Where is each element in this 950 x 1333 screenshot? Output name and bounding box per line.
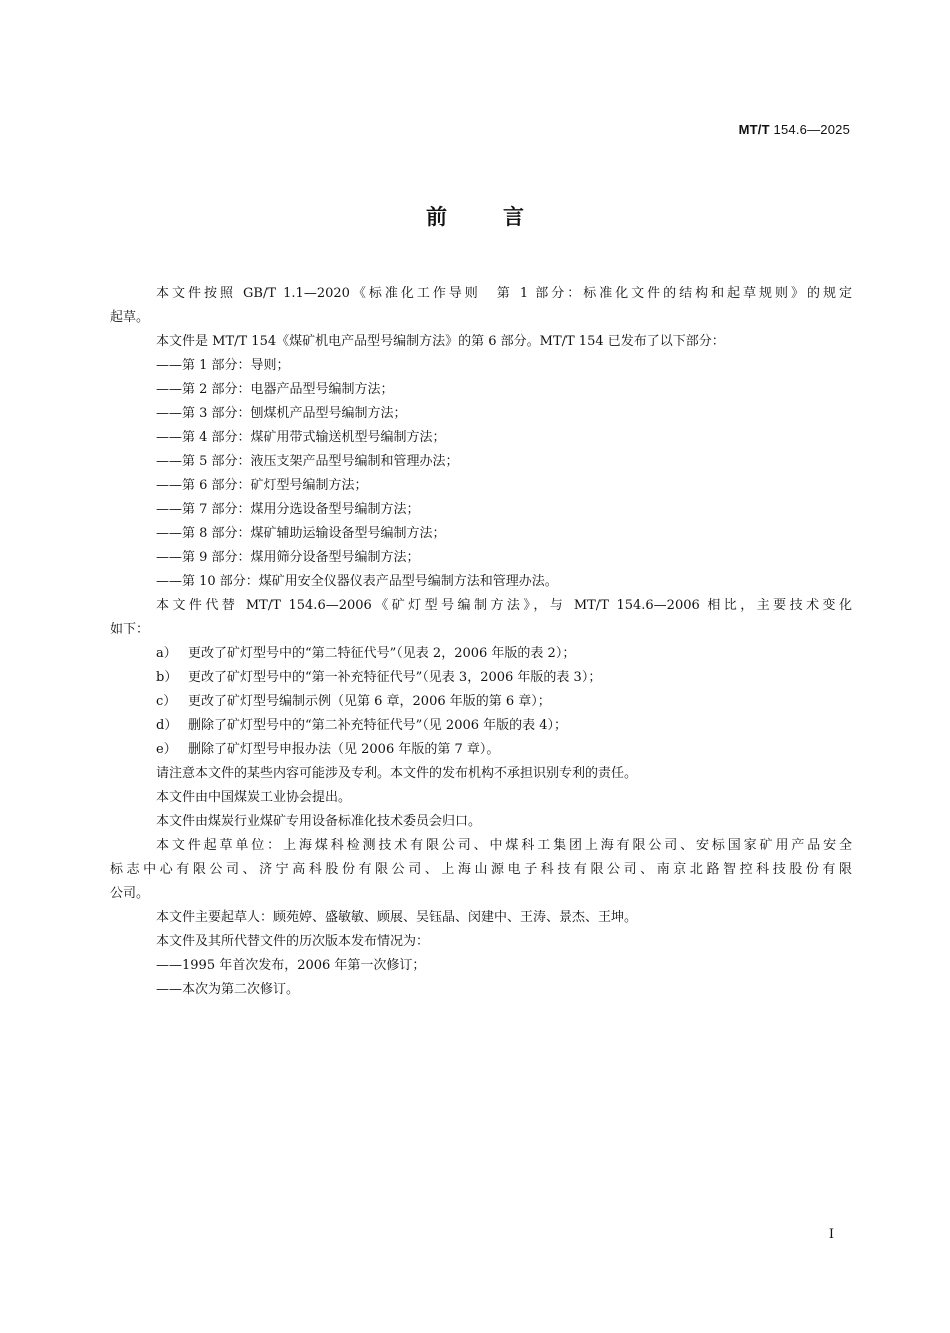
paragraph-line: 本文件起草单位：上海煤科检测技术有限公司、中煤科工集团上海有限公司、安标国家矿用产品安全: [156, 838, 852, 853]
part-list-item: ——第 2 部分：电器产品型号编制方法；: [156, 382, 394, 397]
paragraph-line: 本文件由煤炭行业煤矿专用设备标准化技术委员会归口。: [156, 814, 482, 829]
paragraph-line: 本文件是 MT/T 154《煤矿机电产品型号编制方法》的第 6 部分。MT/T 154 已发布了以下部分：: [156, 334, 725, 349]
part-list-item: ——第 5 部分：液压支架产品型号编制和管理办法；: [156, 454, 459, 469]
change-list-item: [110, 714, 852, 738]
change-label: a）: [156, 646, 177, 661]
change-list-item: [110, 642, 852, 666]
page-title: 前言: [426, 205, 580, 229]
change-list-item: [110, 666, 852, 690]
paragraph-line: 如下：: [110, 622, 150, 637]
part-list-item: ——第 1 部分：导则；: [156, 358, 290, 373]
part-list-item: ——第 3 部分：刨煤机产品型号编制方法；: [156, 406, 407, 421]
change-list-item: [110, 738, 852, 762]
paragraph-line: 本文件代替 MT/T 154.6—2006《矿灯型号编制方法》，与 MT/T 154.6—2006 相比，主要技术变化: [156, 598, 852, 613]
part-list-item: ——第 10 部分：煤矿用安全仪器仪表产品型号编制方法和管理办法。: [156, 574, 558, 589]
change-text: 删除了矿灯型号申报办法（见 2006 年版的第 7 章）。: [188, 742, 500, 757]
document-code: [739, 122, 850, 137]
part-list-item: ——第 8 部分：煤矿辅助运输设备型号编制方法；: [156, 526, 446, 541]
history-list-item: ——本次为第二次修订。: [156, 982, 300, 997]
page-number: I: [828, 1227, 834, 1242]
history-list-item: ——1995 年首次发布，2006 年第一次修订；: [156, 958, 426, 973]
document-code-prefix: MT/T: [738, 122, 770, 137]
paragraph-line: 本文件由中国煤炭工业协会提出。: [156, 790, 352, 805]
paragraph-line: 本文件按照 GB/T 1.1—2020《标准化工作导则 第 1 部分：标准化文件的结构和起草规则》的规定: [156, 286, 852, 301]
change-list-item: [110, 690, 852, 714]
part-list-item: ——第 9 部分：煤用筛分设备型号编制方法；: [156, 550, 420, 565]
foreword-body: [110, 282, 852, 1002]
change-label: c）: [156, 694, 177, 709]
change-text: 更改了矿灯型号中的“第二特征代号”（见表 2，2006 年版的表 2）；: [188, 646, 576, 661]
paragraph-line: 本文件及其所代替文件的历次版本发布情况为：: [156, 934, 430, 949]
paragraph-line: 公司。: [110, 886, 150, 901]
paragraph-line: 起草。: [110, 310, 150, 325]
change-label: d）: [156, 718, 178, 733]
paragraph-line: 本文件主要起草人：顾苑婷、盛敏敏、顾展、吴钰晶、闵建中、王涛、景杰、王坤。: [156, 910, 638, 925]
paragraph-line: 标志中心有限公司、济宁高科股份有限公司、上海山源电子科技有限公司、南京北路智控科技股份有限: [110, 862, 852, 877]
paragraph-line: 请注意本文件的某些内容可能涉及专利。本文件的发布机构不承担识别专利的责任。: [156, 766, 638, 781]
change-label: b）: [156, 670, 178, 685]
part-list-item: ——第 6 部分：矿灯型号编制方法；: [156, 478, 368, 493]
change-label: e）: [156, 742, 177, 757]
part-list-item: ——第 4 部分：煤矿用带式输送机型号编制方法；: [156, 430, 446, 445]
part-list-item: ——第 7 部分：煤用分选设备型号编制方法；: [156, 502, 420, 517]
document-code-number: 154.6—2025: [769, 122, 850, 137]
change-text: 更改了矿灯型号中的“第一补充特征代号”（见表 3，2006 年版的表 3）；: [188, 670, 602, 685]
change-text: 更改了矿灯型号编制示例（见第 6 章，2006 年版的第 6 章）；: [188, 694, 551, 709]
change-text: 删除了矿灯型号中的“第二补充特征代号”（见 2006 年版的表 4）；: [188, 718, 568, 733]
